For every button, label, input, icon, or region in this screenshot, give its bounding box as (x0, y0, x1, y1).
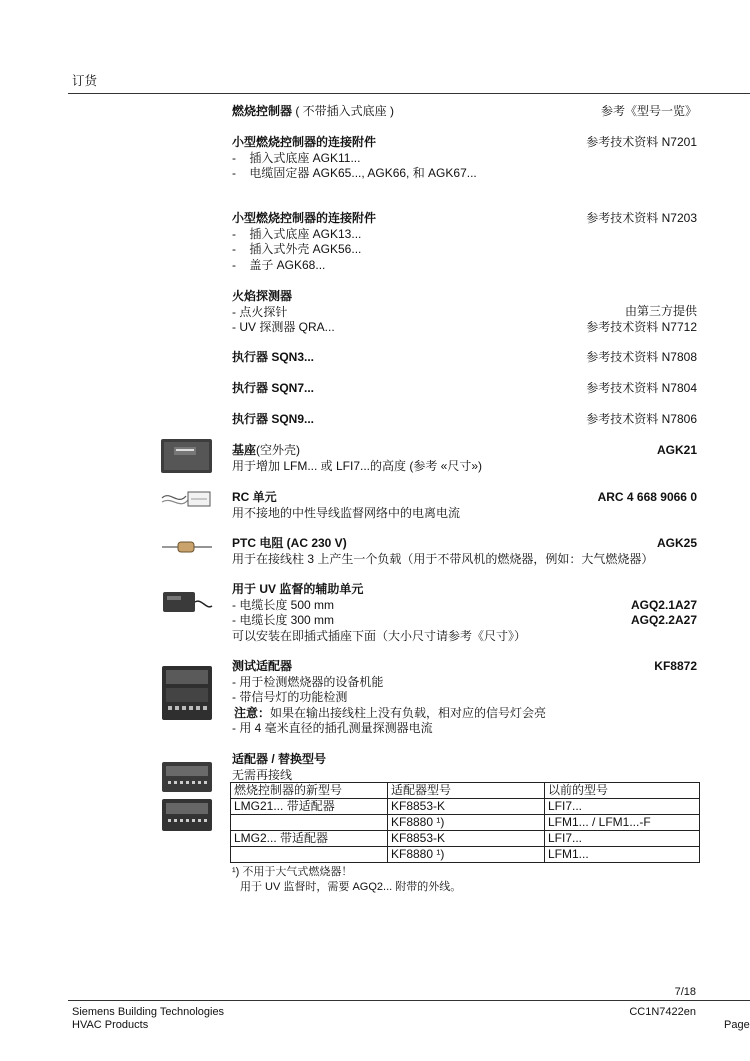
item-line: - 盖子 AGK68... (232, 257, 326, 272)
table-cell: LFI7... (545, 831, 700, 847)
item-title: 燃烧控制器 (232, 104, 293, 118)
item-note (232, 706, 546, 722)
item-ref: 参考技术资料 N7804 (586, 381, 697, 395)
item-line-ref: 参考技术资料 N7712 (586, 319, 697, 334)
item-connection-accessories-2 (232, 211, 376, 273)
item-rc-unit (232, 490, 460, 521)
item-actuator-sqn9: 执行器 SQN9... (232, 412, 315, 426)
table-cell: LMG2... 带适配器 (231, 831, 388, 847)
item-line-ref: AGQ2.1A27 (630, 597, 697, 612)
item-test-adapter (232, 659, 546, 737)
note-text: 如果在输出接线柱上没有负载，相对应的信号灯会亮 (270, 705, 547, 720)
footnote-1: ¹) 不用于大气式燃烧器！ (232, 866, 353, 878)
agk21-base-image (160, 437, 214, 475)
item-ref: KF8872 (654, 659, 697, 673)
item-title: RC 单元 (232, 490, 277, 504)
footer-doc-id: CC1N7422en (629, 1006, 696, 1018)
item-line: - 电缆长度 300 mm (232, 613, 335, 627)
item-line: 用于在接线柱 3 上产生一个负载（用于不带风机的燃烧器，例如：大气燃烧器） (232, 551, 654, 566)
table-cell: LFM1... / LFM1...-F (545, 815, 700, 831)
ptc-resistor-image (160, 534, 214, 558)
item-actuator-sqn7: 执行器 SQN7... (232, 381, 315, 395)
footnote-2: 用于 UV 监督时，需要 AGQ2... 附带的外线。 (240, 881, 462, 893)
table-header-row (231, 783, 700, 799)
item-ref: ARC 4 668 9066 0 (597, 490, 697, 504)
item-line: - UV 探测器 QRA... (232, 320, 335, 334)
table-row (231, 847, 700, 863)
adapter-image-2 (160, 797, 214, 833)
table-cell: KF8853-K (388, 831, 545, 847)
item-connection-accessories-1 (232, 135, 477, 182)
item-line: - 用于检测燃烧器的设备机能 (232, 674, 384, 689)
item-line: - 带信号灯的功能检测 (232, 690, 348, 704)
item-title: 测试适配器 (232, 659, 293, 673)
item-line: - 插入式底座 AGK13... (232, 226, 362, 241)
item-title: PTC 电阻 (AC 230 V) (232, 536, 347, 550)
table-cell (231, 847, 388, 863)
table-cell: KF8880 ¹) (388, 815, 545, 831)
item-title-suffix: (空外壳) (256, 443, 301, 457)
item-line: - 电缆长度 500 mm (232, 597, 335, 612)
item-flame-detectors (232, 289, 335, 336)
header-rule (68, 93, 750, 94)
table-cell (231, 815, 388, 831)
footer-page-label: Page (724, 1019, 750, 1031)
item-base (232, 443, 482, 474)
table-header-cell: 以前的型号 (545, 783, 700, 799)
item-adapter-replacement (232, 752, 326, 783)
footer-division: HVAC Products (72, 1019, 149, 1031)
item-ref: AGK21 (656, 443, 697, 457)
item-line: 无需再接线 (232, 767, 293, 782)
item-title: 基座 (232, 443, 257, 457)
item-line: 用于增加 LFM... 或 LFI7...的高度 (参考 «尺寸») (232, 458, 483, 473)
table-header-cell: 适配器型号 (388, 783, 545, 799)
table-row (231, 815, 700, 831)
page-number: 7/18 (674, 986, 696, 998)
item-ptc-resistor (232, 536, 653, 567)
item-line: 可以安装在即插式插座下面（大小尺寸请参考《尺寸》） (232, 628, 527, 643)
item-ref: 参考技术资料 N7808 (586, 350, 697, 364)
item-title-suffix: ( 不带插入式底座 ) (292, 104, 395, 118)
item-title: 小型燃烧控制器的连接附件 (232, 211, 377, 225)
uv-aux-unit-image (160, 588, 214, 618)
item-actuator-sqn3: 执行器 SQN3... (232, 350, 315, 364)
item-ref: AGK25 (656, 536, 697, 550)
table-cell: LFI7... (545, 799, 700, 815)
item-line-ref: 由第三方提供 (624, 304, 697, 318)
table-cell: KF8853-K (388, 799, 545, 815)
item-line: - 用 4 毫米直径的插孔测量探测器电流 (232, 721, 433, 735)
item-line: - 插入式底座 AGK11... (232, 150, 361, 165)
table-cell: KF8880 ¹) (388, 847, 545, 863)
item-line: - 电缆固定器 AGK65..., AGK66, 和 AGK67... (232, 166, 477, 180)
table-header-cell: 燃烧控制器的新型号 (231, 783, 388, 799)
item-line-ref: AGQ2.2A27 (630, 613, 697, 627)
item-title: 适配器 / 替换型号 (232, 752, 327, 766)
item-title: 火焰探测器 (232, 289, 293, 303)
item-ref: 参考技术资料 N7201 (586, 135, 697, 149)
item-uv-aux-unit (232, 582, 526, 644)
footer-rule (68, 1000, 750, 1001)
item-ref: 参考技术资料 N7203 (586, 211, 697, 225)
adapter-image-1 (160, 760, 214, 794)
item-burner-controller (232, 104, 394, 120)
table-cell: LMG21... 带适配器 (231, 799, 388, 815)
table-cell: LFM1... (545, 847, 700, 863)
table-row (231, 831, 700, 847)
note-prefix: 注意： (234, 705, 271, 720)
item-line: 用不接地的中性导线监督网络中的电离电流 (232, 505, 461, 520)
item-ref: 参考技术资料 N7806 (586, 412, 697, 426)
adapter-table (230, 782, 700, 863)
item-title: 小型燃烧控制器的连接附件 (232, 135, 377, 149)
section-title: 订货 (72, 74, 98, 88)
rc-unit-image (160, 484, 214, 514)
item-line: - 插入式外壳 AGK56... (232, 242, 362, 256)
item-line: - 点火探针 (232, 304, 288, 319)
item-title: 用于 UV 监督的辅助单元 (232, 582, 364, 596)
table-row (231, 799, 700, 815)
test-adapter-image (160, 664, 214, 722)
footer-company: Siemens Building Technologies (72, 1006, 225, 1018)
item-ref: 参考《型号一览》 (600, 104, 697, 118)
